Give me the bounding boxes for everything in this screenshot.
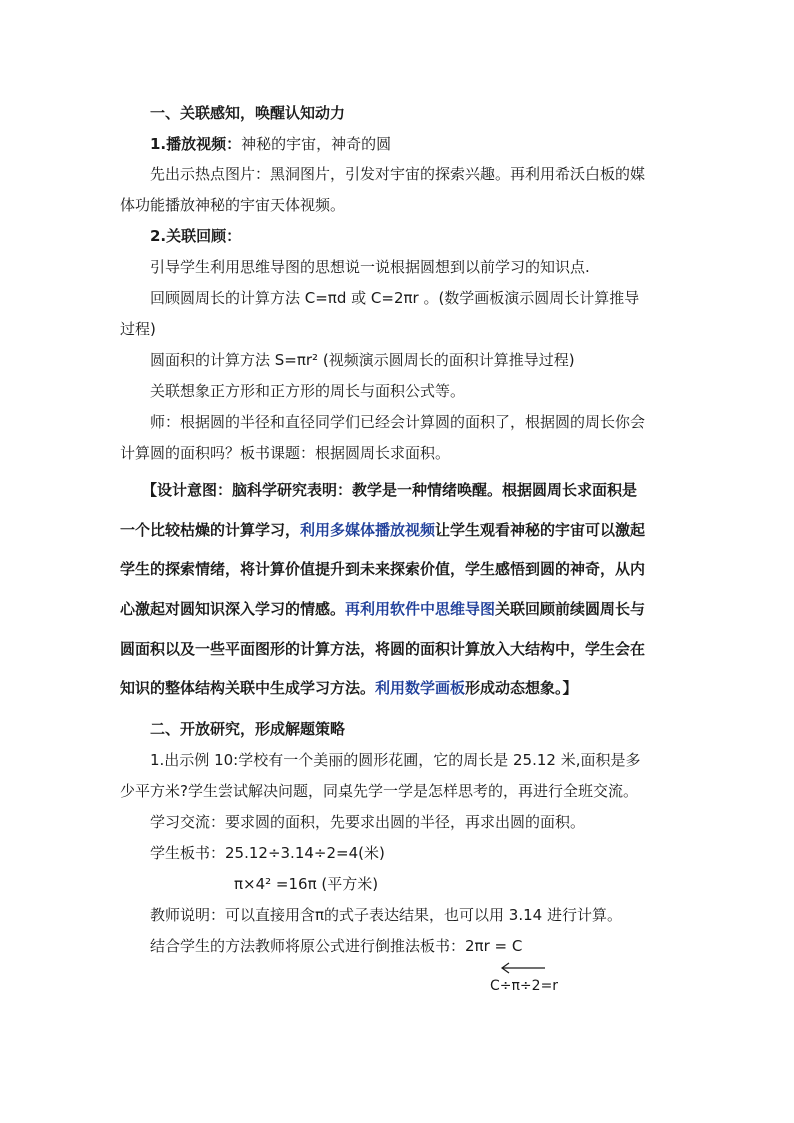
teacher-note: 教师说明：可以直接用含π的式子表达结果，也可以用 3.14 进行计算。 bbox=[150, 906, 622, 924]
reverse-formula-result: C÷π÷2=r bbox=[490, 978, 559, 994]
item1-text: 神秘的宇宙，神奇的圆 bbox=[241, 135, 392, 153]
paragraph2: 引导学生利用思维导图的思想说一说根据圆想到以前学习的知识点. bbox=[150, 258, 590, 276]
design-intent-line3: 学生的探索情绪，将计算价值提升到未来探索价值，学生感悟到圆的神奇，从内 bbox=[120, 560, 646, 578]
design-intent-line1: 【设计意图：脑科学研究表明：教学是一种情绪唤醒。根据圆周长求面积是 bbox=[142, 481, 638, 499]
design-text: 形成动态想象。】 bbox=[465, 679, 578, 697]
study-exchange: 学习交流：要求圆的面积，先要求出圆的半径，再求出圆的面积。 bbox=[150, 813, 586, 831]
item1-line bbox=[150, 134, 391, 154]
design-highlight-mindmap: 再利用软件中思维导图 bbox=[345, 600, 496, 618]
arrow-left-icon bbox=[500, 962, 546, 974]
paragraph4: 圆面积的计算方法 S=πr² (视频演示圆周长的面积计算推导过程) bbox=[150, 351, 575, 369]
section2-heading: 二、开放研究，形成解题策略 bbox=[150, 720, 346, 738]
design-intent-line5: 圆面积以及一些平面图形的计算方法，将圆的面积计算放入大结构中，学生会在 bbox=[120, 640, 646, 658]
design-text: 让学生观看神秘的宇宙可以激起 bbox=[435, 521, 646, 539]
section1-heading: 一、关联感知，唤醒认知动力 bbox=[150, 104, 346, 122]
item1-title: 1.播放视频： bbox=[150, 135, 242, 153]
paragraph5: 关联想象正方形和正方形的周长与面积公式等。 bbox=[150, 382, 466, 400]
student-board-line2: π×4² =16π (平方米) bbox=[234, 875, 379, 893]
design-intent-line2 bbox=[120, 520, 645, 540]
design-text: 关联回顾前续圆周长与 bbox=[495, 600, 646, 618]
design-text: 心激起对圆知识深入学习的情感。 bbox=[120, 600, 346, 618]
paragraph3-line1: 回顾圆周长的计算方法 C=πd 或 C=2πr 。(数学画板演示圆周长计算推导 bbox=[150, 289, 640, 307]
design-intent-line4 bbox=[120, 599, 645, 619]
paragraph3-line2: 过程) bbox=[120, 320, 156, 338]
item2-title: 2.关联回顾： bbox=[150, 227, 242, 245]
example-line1: 1.出示例 10:学校有一个美丽的圆形花圃，它的周长是 25.12 米,面积是多 bbox=[150, 751, 641, 769]
paragraph1-line2: 体功能播放神秘的宇宙天体视频。 bbox=[120, 196, 346, 214]
design-intent-line6 bbox=[120, 678, 578, 698]
reverse-formula-line: 结合学生的方法教师将原公式进行倒推法板书：2πr = C bbox=[150, 937, 523, 955]
paragraph1-line1: 先出示热点图片：黑洞图片，引发对宇宙的探索兴趣。再利用希沃白板的媒 bbox=[150, 165, 646, 183]
student-board-line1: 学生板书：25.12÷3.14÷2=4(米) bbox=[150, 844, 385, 862]
design-text: 知识的整体结构关联中生成学习方法。 bbox=[120, 679, 376, 697]
design-highlight-video: 利用多媒体播放视频 bbox=[300, 521, 436, 539]
paragraph6-line2: 计算圆的面积吗？板书课题：根据圆周长求面积。 bbox=[120, 444, 451, 462]
example-line2: 少平方米?学生尝试解决问题，同桌先学一学是怎样思考的，再进行全班交流。 bbox=[120, 782, 638, 800]
design-highlight-math-board: 利用数学画板 bbox=[375, 679, 466, 697]
paragraph6-line1: 师：根据圆的半径和直径同学们已经会计算圆的面积了，根据圆的周长你会 bbox=[150, 413, 646, 431]
design-text: 一个比较枯燥的计算学习， bbox=[120, 521, 301, 539]
